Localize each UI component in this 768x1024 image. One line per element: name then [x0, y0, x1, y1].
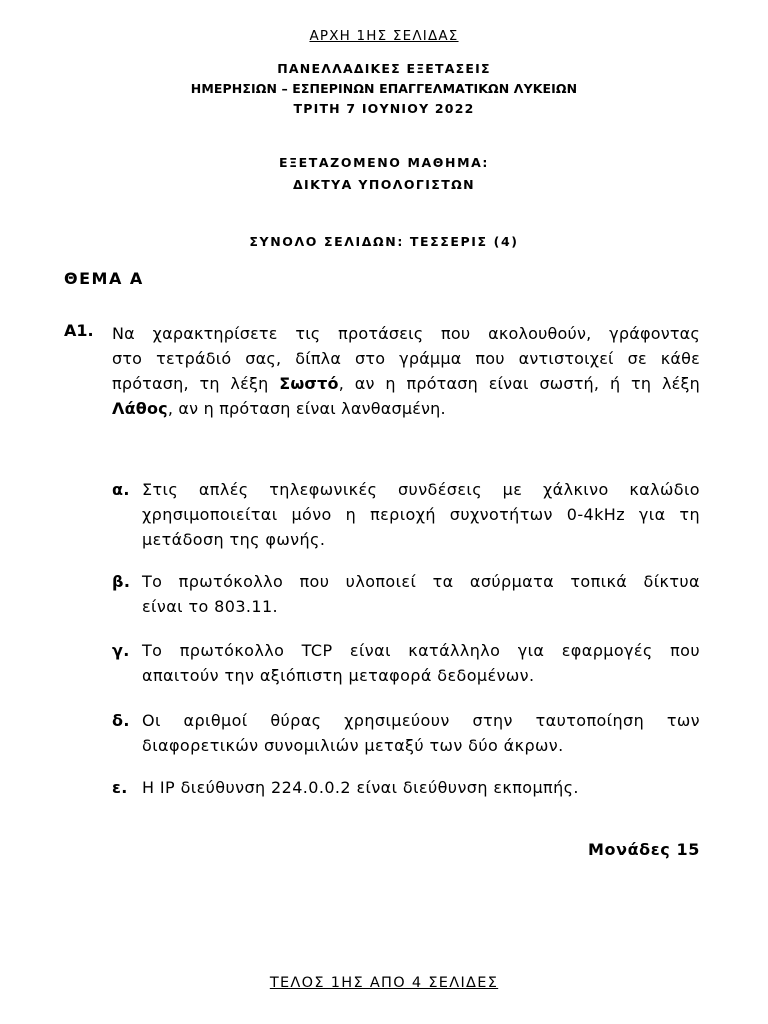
word-wrong: Λάθος	[112, 399, 168, 418]
question-line	[112, 396, 700, 421]
statement-line: Στις απλές τηλεφωνικές συνδέσεις με χάλκινο καλώδιο	[142, 480, 700, 499]
statement-label: β.	[112, 572, 131, 591]
exam-schools: ΗΜΕΡΗΣΙΩΝ – ΕΣΠΕΡΙΝΩΝ ΕΠΑΓΓΕΛΜΑΤΙΚΩΝ ΛΥΚΕΙΩΝ	[190, 81, 578, 96]
exam-title: ΠΑΝΕΛΛΑΔΙΚΕΣ ΕΞΕΤΑΣΕΙΣ	[277, 61, 491, 76]
statement-line: Το πρωτόκολλο TCP είναι κατάλληλο για εφαρμογές που	[142, 641, 700, 660]
statement-label: α.	[112, 480, 130, 499]
subject-label: ΕΞΕΤΑΖΟΜΕΝΟ ΜΑΘΗΜΑ:	[279, 155, 489, 170]
statement-line: Η IP διεύθυνση 224.0.0.2 είναι διεύθυνση εκπομπής.	[142, 778, 579, 797]
statement-line: Οι αριθμοί θύρας χρησιμεύουν στην ταυτοποίηση των	[142, 711, 700, 730]
subject-name: ΔΙΚΤΥΑ ΥΠΟΛΟΓΙΣΤΩΝ	[292, 177, 476, 192]
statement-text	[142, 708, 700, 758]
statement-line: Το πρωτόκολλο που υλοποιεί τα ασύρματα τοπικά δίκτυα	[142, 572, 700, 591]
statement-text	[142, 569, 700, 619]
statement-line: διαφορετικών συνομιλιών μεταξύ των δύο άκρων.	[142, 736, 564, 755]
section-title: ΘΕΜΑ Α	[64, 269, 144, 288]
question-fragment: πρόταση, τη λέξη	[112, 374, 280, 393]
page-start-marker: ΑΡΧΗ 1ΗΣ ΣΕΛΙΔΑΣ	[309, 28, 459, 44]
question-label: Α1.	[64, 321, 94, 340]
statement-text	[142, 775, 700, 800]
total-pages: ΣΥΝΟΛΟ ΣΕΛΙΔΩΝ: ΤΕΣΣΕΡΙΣ (4)	[249, 234, 519, 249]
question-fragment: , αν η πρόταση είναι σωστή, ή τη λέξη	[338, 374, 700, 393]
statement-text	[142, 477, 700, 552]
statement-label: δ.	[112, 711, 130, 730]
statement-label: ε.	[112, 778, 128, 797]
statement-label: γ.	[112, 641, 130, 660]
question-fragment: , αν η πρόταση είναι λανθασμένη.	[167, 399, 446, 418]
question-text	[112, 321, 700, 421]
statement-text	[142, 638, 700, 688]
statement-line: είναι το 803.11.	[142, 597, 279, 616]
statement-line: μετάδοση της φωνής.	[142, 530, 326, 549]
page-end-marker: ΤΕΛΟΣ 1ΗΣ ΑΠΟ 4 ΣΕΛΙΔΕΣ	[269, 975, 499, 991]
question-line	[112, 371, 700, 396]
statement-line: χρησιμοποιείται μόνο η περιοχή συχνοτήτων 0-4kHz για τη	[142, 505, 700, 524]
word-correct: Σωστό	[279, 374, 339, 393]
exam-date: ΤΡΙΤΗ 7 ΙΟΥΝΙΟΥ 2022	[293, 101, 475, 116]
question-line: στο τετράδιό σας, δίπλα στο γράμμα που αντιστοιχεί σε κάθε	[112, 349, 700, 368]
statement-line: απαιτούν την αξιόπιστη μεταφορά δεδομένων.	[142, 666, 535, 685]
points-label: Μονάδες 15	[587, 840, 700, 859]
question-line: Να χαρακτηρίσετε τις προτάσεις που ακολουθούν, γράφοντας	[112, 324, 700, 343]
